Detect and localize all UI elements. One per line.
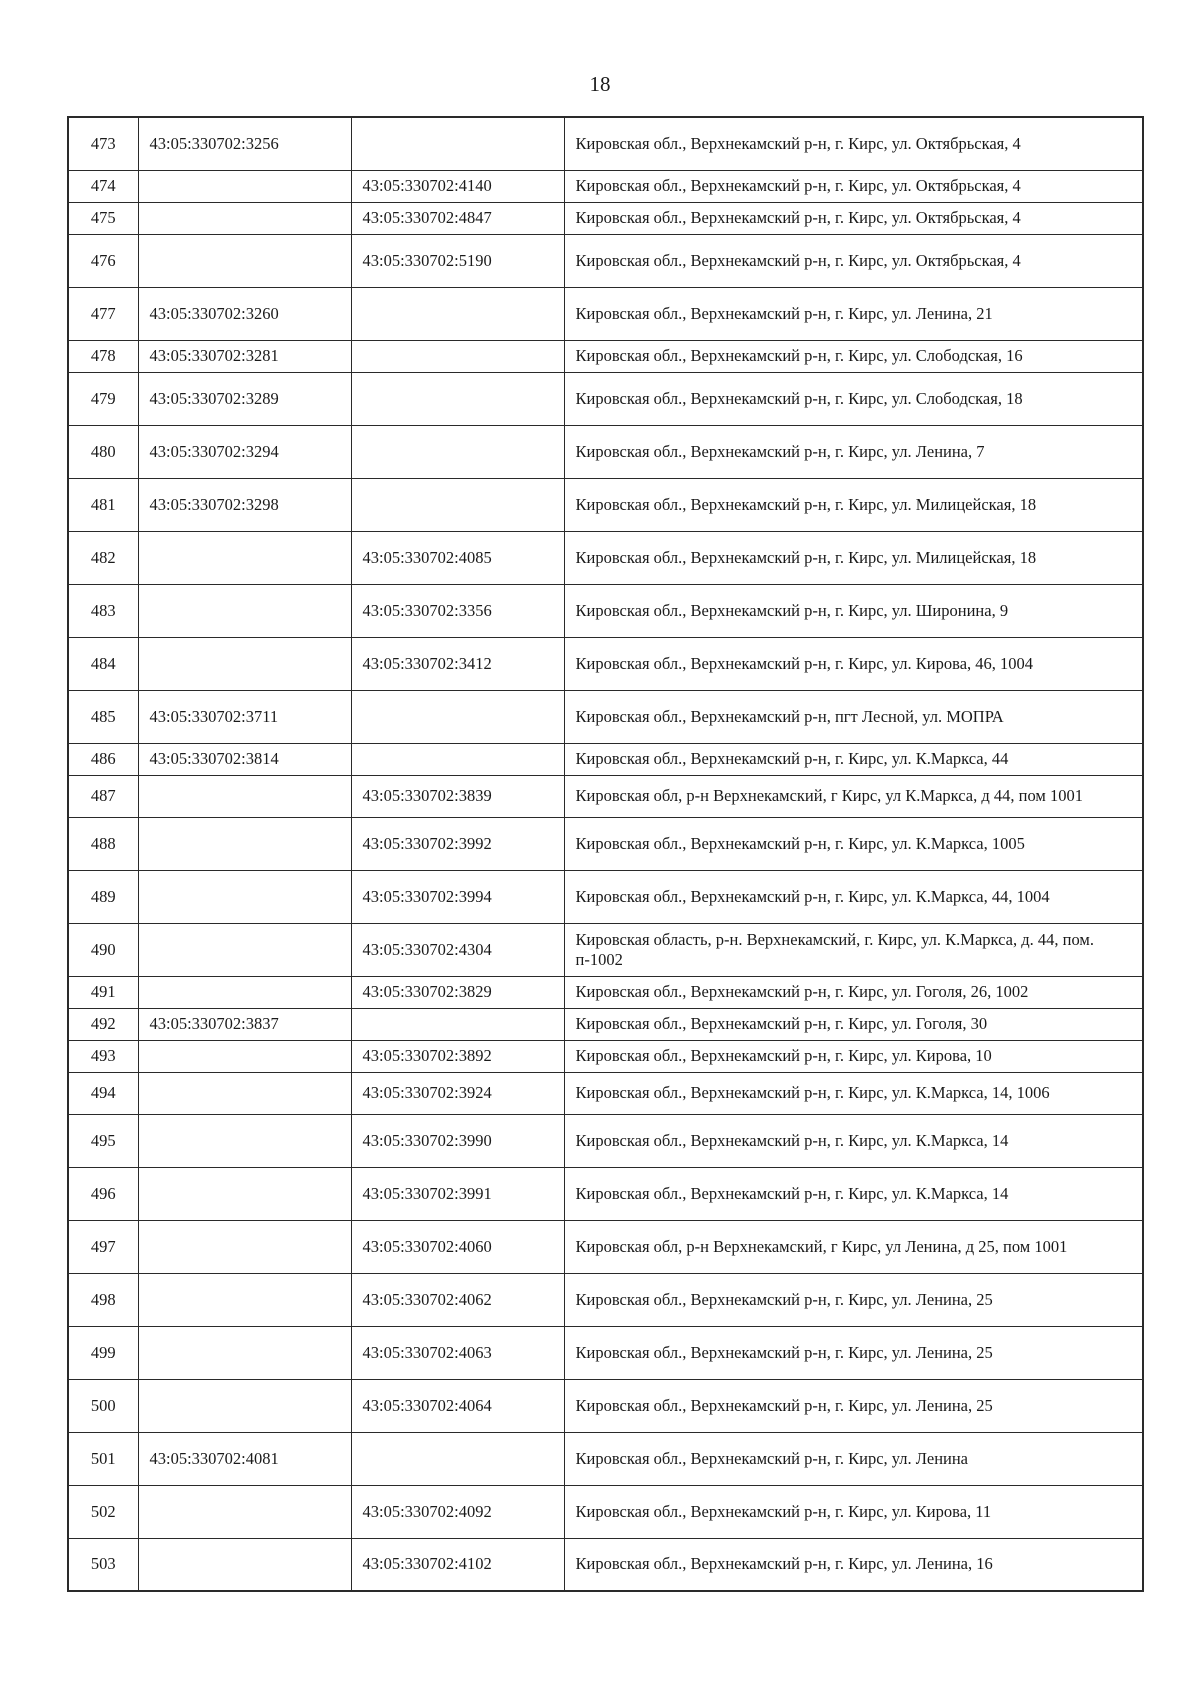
table-row <box>68 690 1143 743</box>
address-cell: Кировская обл., Верхнекамский р-н, г. Кирс, ул. Кирова, 11 <box>564 1485 1143 1538</box>
land-cadastral-number-cell <box>138 1273 351 1326</box>
table-row <box>68 1273 1143 1326</box>
row-number-cell: 483 <box>68 584 138 637</box>
building-cadastral-number-cell: 43:05:330702:5190 <box>351 234 564 287</box>
table-row <box>68 287 1143 340</box>
table-row <box>68 117 1143 170</box>
table-row <box>68 743 1143 775</box>
land-cadastral-number-cell <box>138 1220 351 1273</box>
row-number-cell: 502 <box>68 1485 138 1538</box>
table-row <box>68 531 1143 584</box>
address-cell: Кировская обл., Верхнекамский р-н, г. Кирс, ул. Ленина, 7 <box>564 425 1143 478</box>
table-row <box>68 976 1143 1008</box>
building-cadastral-number-cell: 43:05:330702:3990 <box>351 1114 564 1167</box>
row-number-cell: 498 <box>68 1273 138 1326</box>
building-cadastral-number-cell <box>351 690 564 743</box>
building-cadastral-number-cell: 43:05:330702:3839 <box>351 775 564 817</box>
row-number-cell: 477 <box>68 287 138 340</box>
address-cell: Кировская обл., Верхнекамский р-н, г. Кирс, ул. Милицейская, 18 <box>564 478 1143 531</box>
land-cadastral-number-cell <box>138 1485 351 1538</box>
address-cell: Кировская обл., Верхнекамский р-н, г. Кирс, ул. К.Маркса, 14 <box>564 1167 1143 1220</box>
address-cell: Кировская обл., Верхнекамский р-н, г. Кирс, ул. Ленина, 25 <box>564 1326 1143 1379</box>
table-row <box>68 870 1143 923</box>
table-row <box>68 1432 1143 1485</box>
table-row <box>68 170 1143 202</box>
table-row <box>68 340 1143 372</box>
address-cell: Кировская обл., Верхнекамский р-н, г. Кирс, ул. Кирова, 46, 1004 <box>564 637 1143 690</box>
land-cadastral-number-cell <box>138 1114 351 1167</box>
table-row <box>68 637 1143 690</box>
building-cadastral-number-cell: 43:05:330702:4064 <box>351 1379 564 1432</box>
address-cell: Кировская обл., Верхнекамский р-н, г. Кирс, ул. Ленина, 16 <box>564 1538 1143 1591</box>
table-row <box>68 584 1143 637</box>
table-row <box>68 202 1143 234</box>
address-cell: Кировская обл., Верхнекамский р-н, г. Кирс, ул. К.Маркса, 44, 1004 <box>564 870 1143 923</box>
land-cadastral-number-cell: 43:05:330702:3294 <box>138 425 351 478</box>
row-number-cell: 501 <box>68 1432 138 1485</box>
land-cadastral-number-cell: 43:05:330702:3298 <box>138 478 351 531</box>
building-cadastral-number-cell: 43:05:330702:3892 <box>351 1040 564 1072</box>
table-row <box>68 1072 1143 1114</box>
table-row <box>68 478 1143 531</box>
building-cadastral-number-cell: 43:05:330702:3829 <box>351 976 564 1008</box>
row-number-cell: 497 <box>68 1220 138 1273</box>
building-cadastral-number-cell: 43:05:330702:4102 <box>351 1538 564 1591</box>
building-cadastral-number-cell <box>351 425 564 478</box>
row-number-cell: 503 <box>68 1538 138 1591</box>
land-cadastral-number-cell <box>138 531 351 584</box>
land-cadastral-number-cell: 43:05:330702:4081 <box>138 1432 351 1485</box>
address-cell: Кировская обл., Верхнекамский р-н, г. Кирс, ул. Октябрьская, 4 <box>564 202 1143 234</box>
row-number-cell: 500 <box>68 1379 138 1432</box>
building-cadastral-number-cell: 43:05:330702:3924 <box>351 1072 564 1114</box>
address-cell: Кировская обл., Верхнекамский р-н, г. Кирс, ул. Октябрьская, 4 <box>564 170 1143 202</box>
table-row <box>68 372 1143 425</box>
address-cell: Кировская обл., Верхнекамский р-н, г. Кирс, ул. Октябрьская, 4 <box>564 234 1143 287</box>
cadastral-registry-table <box>67 116 1144 1592</box>
table-row <box>68 234 1143 287</box>
table-row <box>68 1220 1143 1273</box>
land-cadastral-number-cell: 43:05:330702:3260 <box>138 287 351 340</box>
building-cadastral-number-cell: 43:05:330702:4085 <box>351 531 564 584</box>
land-cadastral-number-cell <box>138 637 351 690</box>
building-cadastral-number-cell <box>351 372 564 425</box>
building-cadastral-number-cell: 43:05:330702:4062 <box>351 1273 564 1326</box>
land-cadastral-number-cell <box>138 170 351 202</box>
building-cadastral-number-cell <box>351 340 564 372</box>
address-cell: Кировская обл., Верхнекамский р-н, г. Кирс, ул. Милицейская, 18 <box>564 531 1143 584</box>
address-cell: Кировская обл., Верхнекамский р-н, г. Кирс, ул. К.Маркса, 44 <box>564 743 1143 775</box>
land-cadastral-number-cell: 43:05:330702:3289 <box>138 372 351 425</box>
land-cadastral-number-cell <box>138 817 351 870</box>
building-cadastral-number-cell: 43:05:330702:4063 <box>351 1326 564 1379</box>
land-cadastral-number-cell <box>138 202 351 234</box>
row-number-cell: 485 <box>68 690 138 743</box>
land-cadastral-number-cell <box>138 976 351 1008</box>
address-cell: Кировская обл., Верхнекамский р-н, г. Кирс, ул. Кирова, 10 <box>564 1040 1143 1072</box>
land-cadastral-number-cell: 43:05:330702:3711 <box>138 690 351 743</box>
row-number-cell: 479 <box>68 372 138 425</box>
row-number-cell: 481 <box>68 478 138 531</box>
building-cadastral-number-cell <box>351 1008 564 1040</box>
address-cell: Кировская обл, р-н Верхнекамский, г Кирс, ул Ленина, д 25, пом 1001 <box>564 1220 1143 1273</box>
table-row <box>68 1040 1143 1072</box>
address-cell: Кировская обл., Верхнекамский р-н, г. Кирс, ул. Гоголя, 30 <box>564 1008 1143 1040</box>
row-number-cell: 484 <box>68 637 138 690</box>
address-cell: Кировская обл., Верхнекамский р-н, г. Кирс, ул. Ленина, 25 <box>564 1379 1143 1432</box>
building-cadastral-number-cell: 43:05:330702:3412 <box>351 637 564 690</box>
row-number-cell: 475 <box>68 202 138 234</box>
row-number-cell: 487 <box>68 775 138 817</box>
table-row <box>68 923 1143 976</box>
table-body <box>68 117 1143 1591</box>
row-number-cell: 496 <box>68 1167 138 1220</box>
table-row <box>68 1485 1143 1538</box>
land-cadastral-number-cell <box>138 584 351 637</box>
land-cadastral-number-cell: 43:05:330702:3281 <box>138 340 351 372</box>
address-cell: Кировская обл, р-н Верхнекамский, г Кирс, ул К.Маркса, д 44, пом 1001 <box>564 775 1143 817</box>
row-number-cell: 474 <box>68 170 138 202</box>
building-cadastral-number-cell: 43:05:330702:3991 <box>351 1167 564 1220</box>
address-cell: Кировская обл., Верхнекамский р-н, г. Кирс, ул. Гоголя, 26, 1002 <box>564 976 1143 1008</box>
address-cell: Кировская обл., Верхнекамский р-н, г. Кирс, ул. Ленина, 21 <box>564 287 1143 340</box>
land-cadastral-number-cell <box>138 234 351 287</box>
land-cadastral-number-cell <box>138 775 351 817</box>
row-number-cell: 489 <box>68 870 138 923</box>
table-row <box>68 1114 1143 1167</box>
building-cadastral-number-cell: 43:05:330702:4092 <box>351 1485 564 1538</box>
address-cell: Кировская обл., Верхнекамский р-н, г. Кирс, ул. Слободская, 18 <box>564 372 1143 425</box>
table-row <box>68 1326 1143 1379</box>
building-cadastral-number-cell <box>351 117 564 170</box>
table-row <box>68 425 1143 478</box>
building-cadastral-number-cell <box>351 478 564 531</box>
land-cadastral-number-cell: 43:05:330702:3256 <box>138 117 351 170</box>
row-number-cell: 495 <box>68 1114 138 1167</box>
row-number-cell: 491 <box>68 976 138 1008</box>
address-cell: Кировская обл., Верхнекамский р-н, пгт Лесной, ул. МОПРА <box>564 690 1143 743</box>
row-number-cell: 480 <box>68 425 138 478</box>
land-cadastral-number-cell <box>138 923 351 976</box>
address-cell: Кировская область, р-н. Верхнекамский, г. Кирс, ул. К.Маркса, д. 44, пом. п-1002 <box>564 923 1143 976</box>
row-number-cell: 473 <box>68 117 138 170</box>
table-row <box>68 1167 1143 1220</box>
table-row <box>68 775 1143 817</box>
row-number-cell: 486 <box>68 743 138 775</box>
building-cadastral-number-cell: 43:05:330702:4140 <box>351 170 564 202</box>
row-number-cell: 493 <box>68 1040 138 1072</box>
row-number-cell: 494 <box>68 1072 138 1114</box>
building-cadastral-number-cell <box>351 287 564 340</box>
table-row <box>68 817 1143 870</box>
address-cell: Кировская обл., Верхнекамский р-н, г. Кирс, ул. Слободская, 16 <box>564 340 1143 372</box>
building-cadastral-number-cell: 43:05:330702:3994 <box>351 870 564 923</box>
row-number-cell: 492 <box>68 1008 138 1040</box>
land-cadastral-number-cell <box>138 1167 351 1220</box>
address-cell: Кировская обл., Верхнекамский р-н, г. Кирс, ул. Октябрьская, 4 <box>564 117 1143 170</box>
address-cell: Кировская обл., Верхнекамский р-н, г. Кирс, ул. Широнина, 9 <box>564 584 1143 637</box>
land-cadastral-number-cell <box>138 1326 351 1379</box>
address-cell: Кировская обл., Верхнекамский р-н, г. Кирс, ул. К.Маркса, 14 <box>564 1114 1143 1167</box>
land-cadastral-number-cell <box>138 1040 351 1072</box>
address-cell: Кировская обл., Верхнекамский р-н, г. Кирс, ул. К.Маркса, 1005 <box>564 817 1143 870</box>
table-row <box>68 1379 1143 1432</box>
building-cadastral-number-cell: 43:05:330702:3992 <box>351 817 564 870</box>
table-row <box>68 1538 1143 1591</box>
building-cadastral-number-cell <box>351 743 564 775</box>
row-number-cell: 482 <box>68 531 138 584</box>
land-cadastral-number-cell <box>138 870 351 923</box>
land-cadastral-number-cell <box>138 1072 351 1114</box>
page-number: 18 <box>589 72 611 96</box>
address-cell: Кировская обл., Верхнекамский р-н, г. Кирс, ул. Ленина <box>564 1432 1143 1485</box>
row-number-cell: 478 <box>68 340 138 372</box>
land-cadastral-number-cell: 43:05:330702:3837 <box>138 1008 351 1040</box>
building-cadastral-number-cell <box>351 1432 564 1485</box>
row-number-cell: 490 <box>68 923 138 976</box>
land-cadastral-number-cell <box>138 1379 351 1432</box>
building-cadastral-number-cell: 43:05:330702:4847 <box>351 202 564 234</box>
land-cadastral-number-cell: 43:05:330702:3814 <box>138 743 351 775</box>
land-cadastral-number-cell <box>138 1538 351 1591</box>
row-number-cell: 488 <box>68 817 138 870</box>
table-row <box>68 1008 1143 1040</box>
address-cell: Кировская обл., Верхнекамский р-н, г. Кирс, ул. К.Маркса, 14, 1006 <box>564 1072 1143 1114</box>
row-number-cell: 499 <box>68 1326 138 1379</box>
building-cadastral-number-cell: 43:05:330702:4304 <box>351 923 564 976</box>
address-cell: Кировская обл., Верхнекамский р-н, г. Кирс, ул. Ленина, 25 <box>564 1273 1143 1326</box>
building-cadastral-number-cell: 43:05:330702:4060 <box>351 1220 564 1273</box>
building-cadastral-number-cell: 43:05:330702:3356 <box>351 584 564 637</box>
row-number-cell: 476 <box>68 234 138 287</box>
